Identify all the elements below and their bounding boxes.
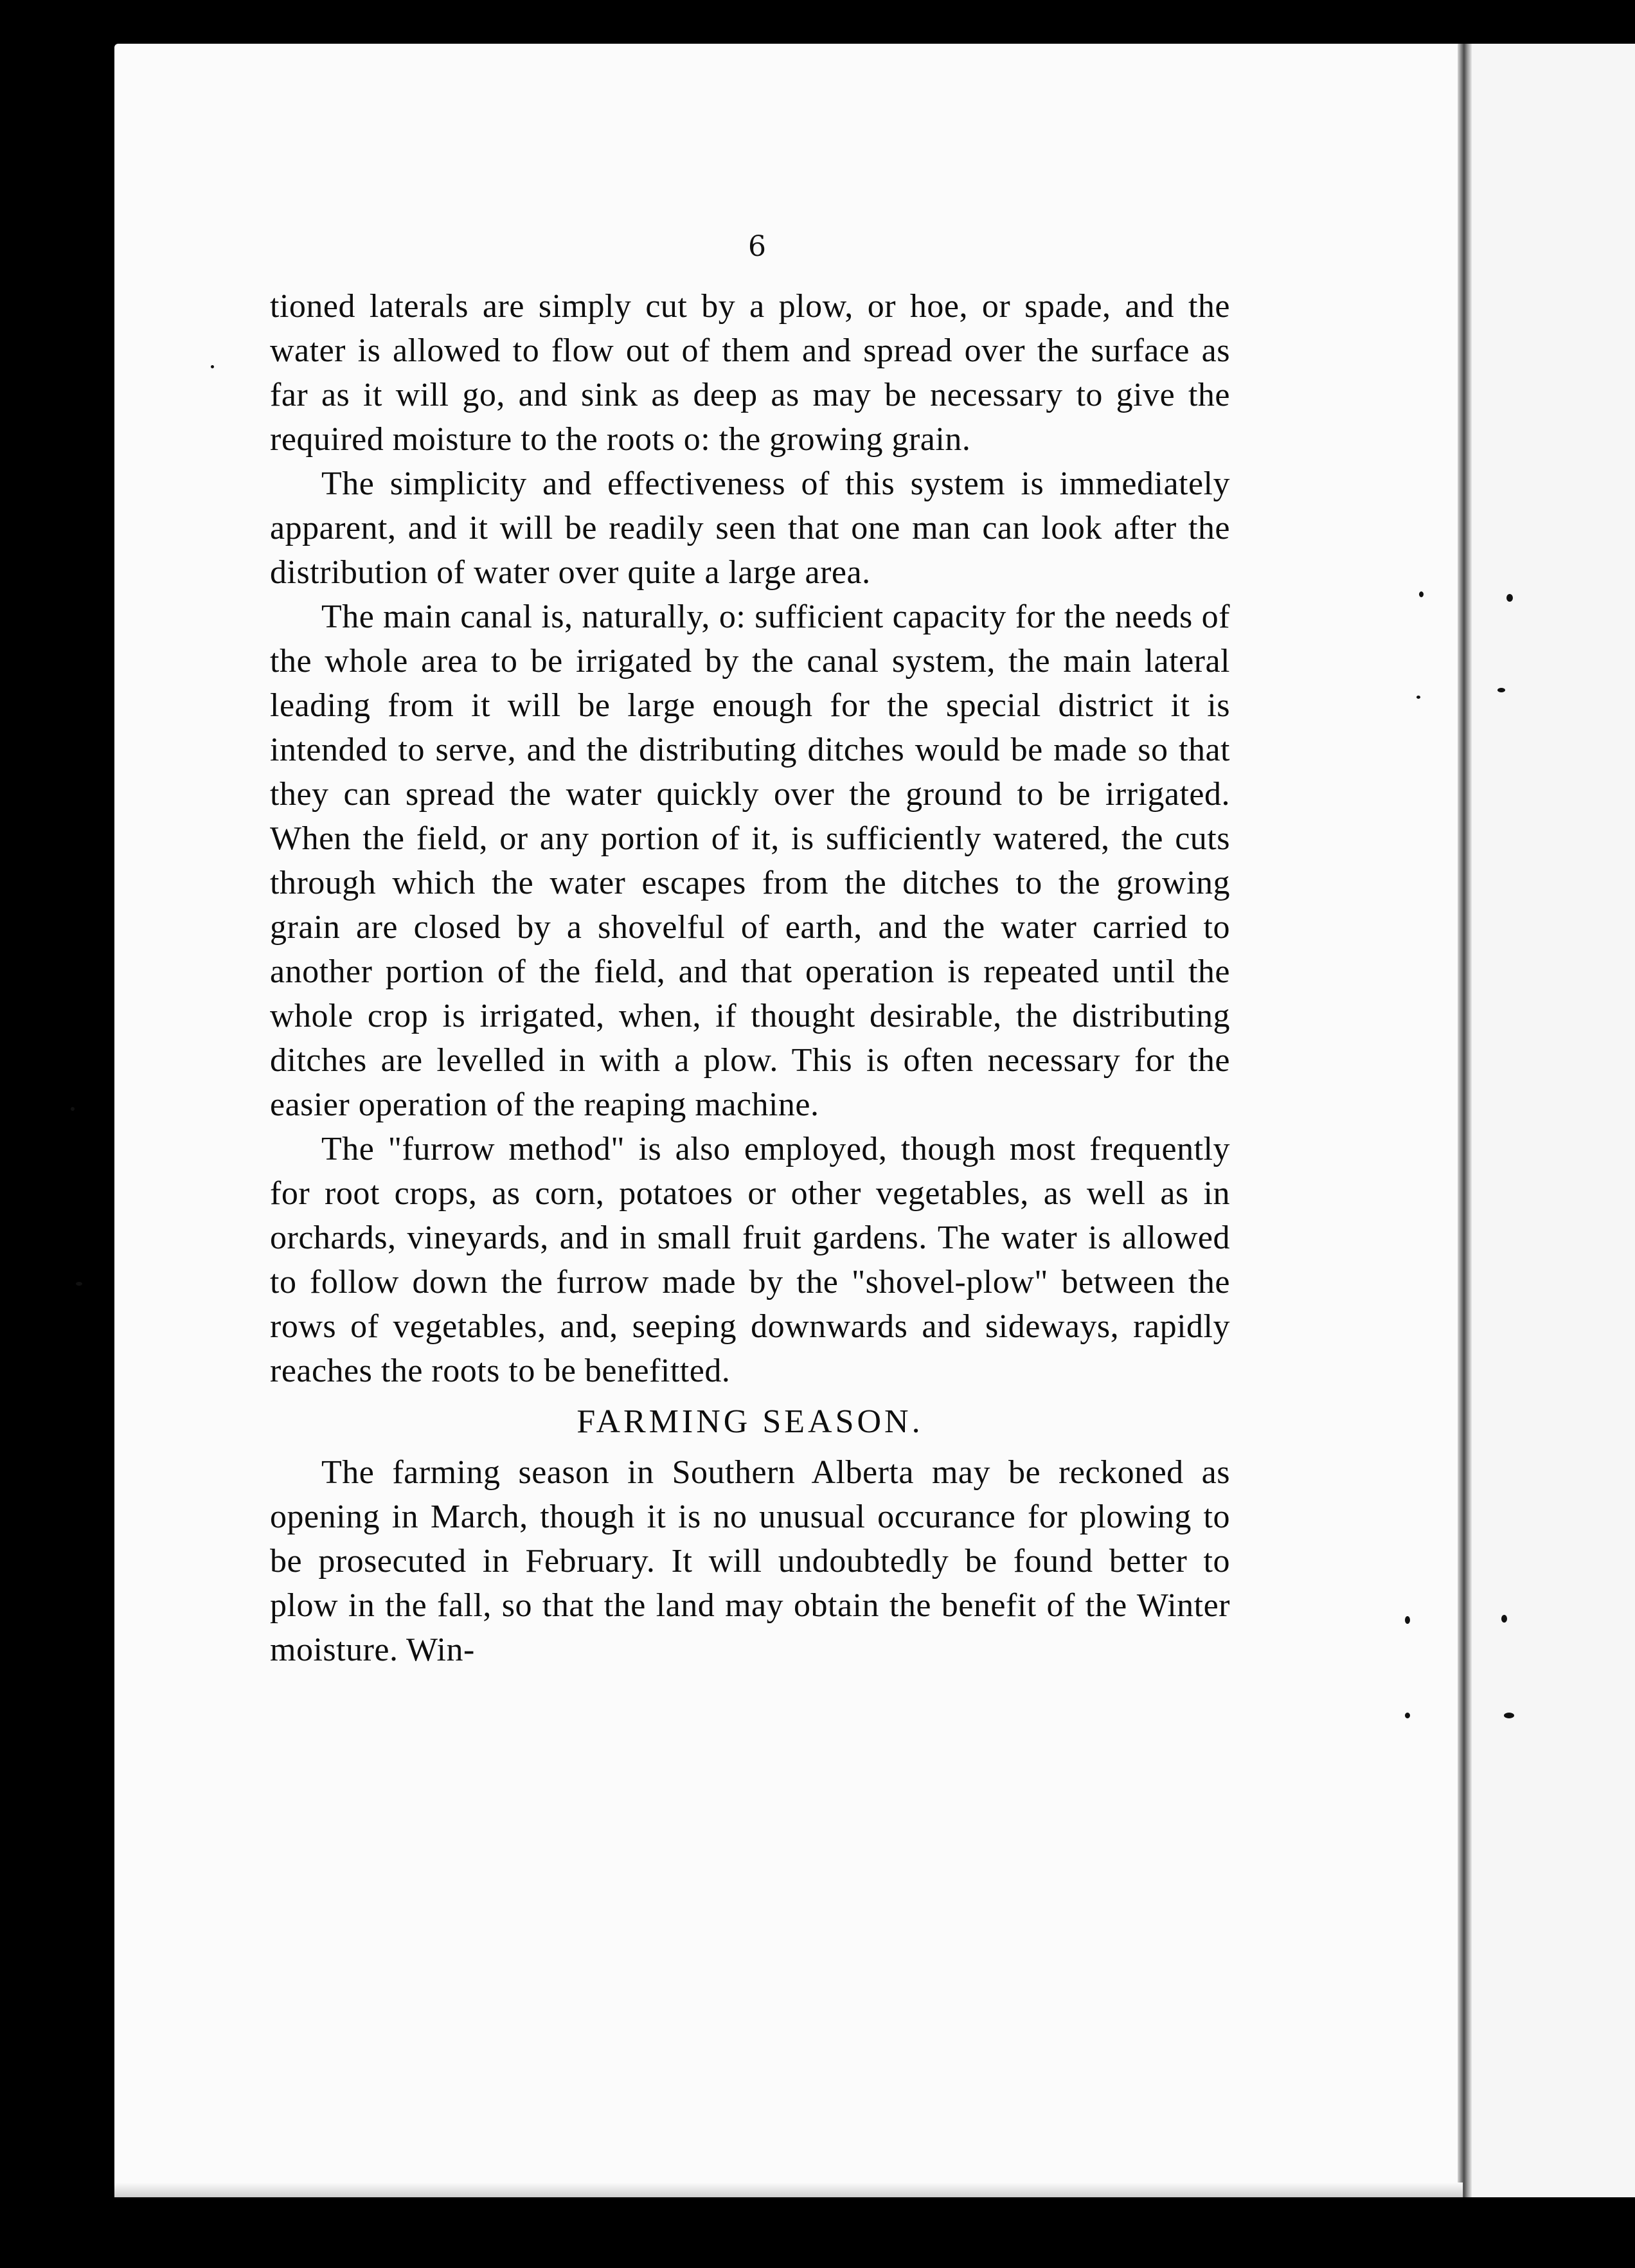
page-gutter	[1458, 44, 1472, 2197]
paragraph-farming-season: The farming season in Southern Alberta may be reckoned as opening in March, though it is no unusual occurance for plowing to be prosecuted in February. It will undoubtedly be found better to plow in the fall, so that the land may obtain the benefit of the Winter moisture. Win-	[270, 1454, 1230, 1668]
paragraph-furrow-method: The "furrow method" is also employed, though most frequently for root crops, as corn, potatoes or other vegetables, as well as in orchards, vineyards, and in small fruit gardens. The water is allowed to follow down the furrow made by the "shovel-plow" between the rows of vegetables, and, seeping downwards and sideways, rapidly reaches the roots to be benefitted.	[270, 1131, 1230, 1389]
scan-speck	[1405, 1713, 1410, 1718]
adjacent-page-edge	[1472, 44, 1635, 2197]
section-heading: FARMING SEASON.	[576, 1403, 924, 1440]
body-text	[270, 284, 1230, 1672]
scan-speck	[1405, 1616, 1410, 1624]
page-number: 6	[748, 230, 766, 263]
scan-speck	[1506, 594, 1513, 602]
scan-speck	[211, 365, 214, 368]
scan-speck	[1497, 688, 1505, 692]
paragraph-continuation: tioned laterals are simply cut by a plow, or hoe, or spade, and the water is allowed to flow out of them and spread over the surface as far as it will go, and sink as deep as may be necessary to give the required moisture to the roots o: the growing grain.	[270, 288, 1230, 458]
scan-speck	[76, 1282, 82, 1286]
scan-speck	[71, 1107, 75, 1111]
paragraph-simplicity: The simplicity and effectiveness of this system is immediately apparent, and it will be readily seen that one man can look after the distribution of water over quite a large area.	[270, 465, 1230, 591]
paragraph-main-canal: The main canal is, naturally, o: sufficient capacity for the needs of the whole area to be irrigated by the canal system, the main lateral leading from it will be large enough for the special district it is intended to serve, and the distributing ditches would be made so that they can spread the water quickly over the ground to be irrigated. When the field, or any portion of it, is sufficiently watered, the cuts through which the water escapes from the ditches to the growing grain are closed by a shovelful of earth, and the water carried to another portion of the field, and that operation is repeated until the whole crop is irrigated, when, if thought desirable, the distributing ditches are levelled in with a plow. This is often necessary for the easier operation of the reaping machine.	[270, 598, 1230, 1123]
scan-speck	[1504, 1713, 1514, 1718]
scan-speck	[1501, 1615, 1507, 1623]
scan-speck	[1416, 696, 1420, 699]
page-bottom-edge	[114, 2182, 1463, 2197]
scan-speck	[1419, 591, 1424, 597]
